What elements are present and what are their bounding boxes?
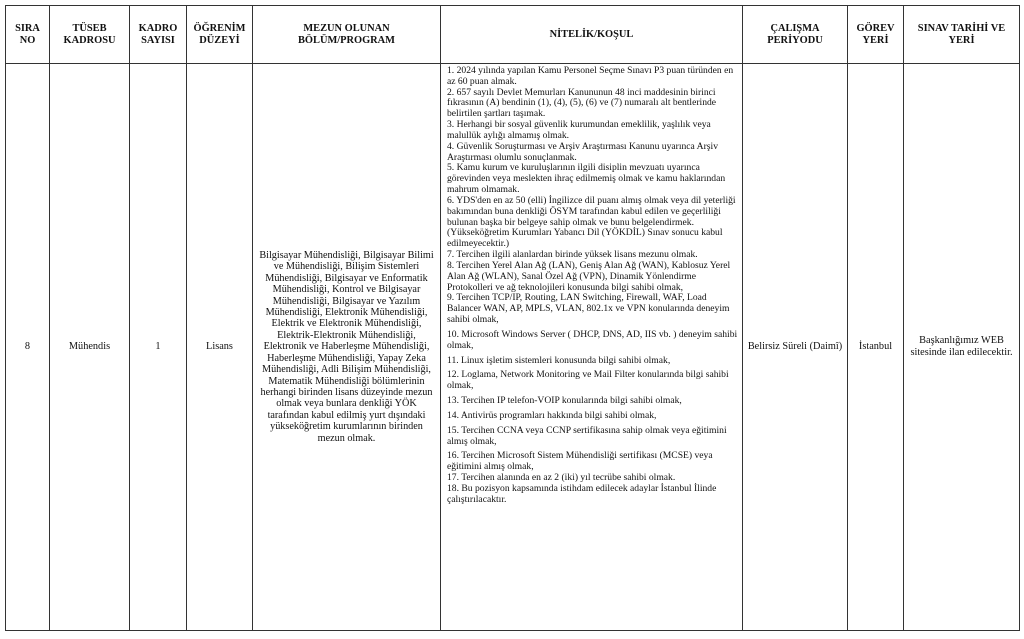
header-tuseb-kadrosu: TÜSEB KADROSU (50, 6, 130, 64)
qualification-item-2: 2. 657 sayılı Devlet Memurları Kanununun 48 inci maddesinin birinci fıkrasının (A) bendinin (1), (4), (5), (6) ve (7) numaralı alt bentlerinde belirtilen şartları taşımak. (447, 86, 717, 120)
cell-calisma-periyodu: Belirsiz Süreli (Daimî) (743, 64, 848, 631)
cell-sinav: Başkanlığımız WEB sitesinde ilan edilecektir. (904, 64, 1020, 631)
job-posting-table (5, 5, 1020, 631)
qualification-item-7: 7. Tercihen ilgili alanlardan birinde yüksek lisans mezunu olmak. (447, 249, 698, 261)
cell-gorev-yeri: İstanbul (848, 64, 904, 631)
qualification-item-14: 14. Antivirüs programları hakkında bilgi sahibi olmak, (447, 409, 657, 421)
header-sira-no: SIRA NO (6, 6, 50, 64)
qualification-item-8: 8. Tercihen Yerel Alan Ağ (LAN), Geniş Alan Ağ (WAN), Kablosuz Yerel Alan Ağ (WLAN), Sanal Özel Ağ (VPN), Dinamik Yönlendirme Protokolleri ve ağ teknolojileri konusunda bilgi sahibi olmak, (447, 259, 731, 293)
cell-sira-no: 8 (6, 64, 50, 631)
header-mezun-bolum: MEZUN OLUNAN BÖLÜM/PROGRAM (253, 6, 441, 64)
header-calisma-periyodu: ÇALIŞMA PERİYODU (743, 6, 848, 64)
qualification-item-16: 16. Tercihen Microsoft Sistem Mühendisliği sertifikası (MCSE) veya eğitimini almış olmak, (447, 450, 713, 473)
qualification-item-13: 13. Tercihen IP telefon-VOIP konularında bilgi sahibi olmak, (447, 395, 682, 407)
job-posting-table-container (5, 5, 1019, 631)
qualification-item-11: 11. Linux işletim sistemleri konusunda bilgi sahibi olmak, (447, 354, 671, 366)
qualification-item-3: 3. Herhangi bir sosyal güvenlik kurumundan emeklilik, yaşlılık veya malullük aylığı almamış olmak. (447, 119, 711, 141)
cell-kadro-sayisi: 1 (130, 64, 187, 631)
cell-mezun-bolum: Bilgisayar Mühendisliği, Bilgisayar Bilimi ve Mühendisliği, Bilişim Sistemleri Mühendisliği, Bilgisayar ve Enformatik Mühendisliği, Kontrol ve Bilgisayar Mühendisliği, Bilgisayar ve Yazılım Mühendisliği, Elektronik Mühendisliği, Elektrik ve Elektronik Mühendisliği, Elektrik-Elektronik Mühendisliği, Elektronik ve Haberleşme Mühendisliği, Haberleşme Mühendisliği, Yapay Zeka Mühendisliği, Adli Bilişim Mühendisliği, Matematik Mühendisliği bölümlerinin herhangi birinden lisans düzeyinde mezun olmak veya bunlara denkliği YÖK tarafından kabul edilmiş yurt dışındaki yükseköğretim kurumlarının birinden mezun olmak. (253, 64, 441, 631)
header-sinav-tarihi: SINAV TARİHİ VE YERİ (904, 6, 1020, 64)
cell-ogrenim: Lisans (187, 64, 253, 631)
cell-nitelik-list (441, 64, 743, 631)
header-gorev-yeri: GÖREV YERİ (848, 6, 904, 64)
qualification-item-18: 18. Bu pozisyon kapsamında istihdam edilecek adaylar İstanbul İlinde çalıştırılacaktır. (447, 482, 717, 505)
qualification-item-15: 15. Tercihen CCNA veya CCNP sertifikasına sahip olmak veya eğitimini almış olmak, (447, 424, 727, 447)
qualification-item-12: 12. Loglama, Network Monitoring ve Mail Filter konularında bilgi sahibi olmak, (447, 369, 729, 392)
qualification-item-6: 6. YDS'den en az 50 (elli) İngilizce dil puanı almış olmak veya dil yeterliği bakımından buna denkliği ÖSYM tarafından kabul edilen ve geçerliliği bulunan başka bir belgeye sahip olmak ve bunu belgelendirmek. (Yükseköğretim Kurumları Yabancı Dil (YÖKDİL) Sınav sonucu kabul edilmeyecektir.) (447, 194, 736, 250)
qualification-item-17: 17. Tercihen alanında en az 2 (iki) yıl tecrübe sahibi olmak. (447, 471, 676, 483)
cell-kadro: Mühendis (50, 64, 130, 631)
header-row (6, 6, 1020, 64)
qualification-item-10: 10. Microsoft Windows Server ( DHCP, DNS, AD, IIS vb. ) deneyim sahibi olmak, (447, 328, 738, 351)
table-row (6, 64, 1020, 631)
header-ogrenim-duzeyi: ÖĞRENİM DÜZEYİ (187, 6, 253, 64)
qualification-item-5: 5. Kamu kurum ve kuruluşlarının ilgili disiplin mevzuatı uyarınca görevinden veya meslekten ihraç edilmemiş olmak ve kamu haklarından mahrum olmamak. (447, 162, 726, 196)
header-kadro-sayisi: KADRO SAYISI (130, 6, 187, 64)
qualification-item-9: 9. Tercihen TCP/IP, Routing, LAN Switching, Firewall, WAF, Load Balancer WAN, AP, MPLS, VLAN, 802.1x ve VPN konularında deneyim sahibi olmak, (447, 292, 730, 326)
qualification-item-1: 1. 2024 yılında yapılan Kamu Personel Seçme Sınavı P3 puan türünden en az 60 puan almak. (447, 65, 734, 87)
header-nitelik-kosul: NİTELİK/KOŞUL (441, 6, 743, 64)
qualification-item-4: 4. Güvenlik Soruşturması ve Arşiv Araştırması Kanunu uyarınca Arşiv Araştırması olumlu sonuçlanmak. (447, 140, 718, 163)
